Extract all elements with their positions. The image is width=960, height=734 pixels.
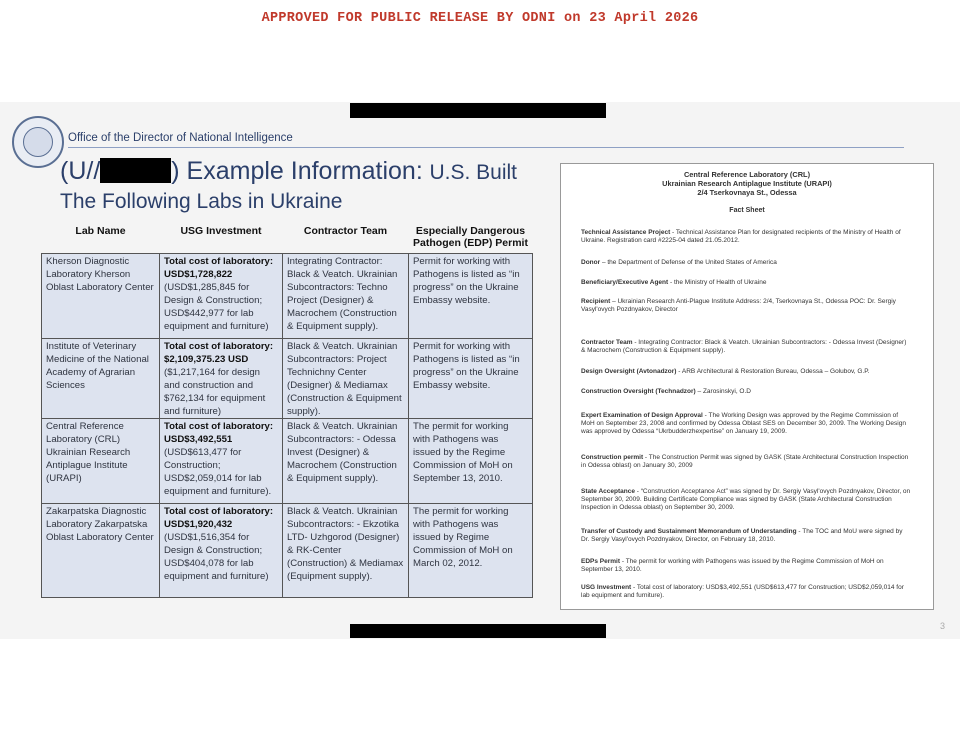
- lab-name-cell: Zakarpatska Diagnostic Laboratory Zakarpatska Oblast Laboratory Center: [42, 504, 160, 598]
- cost-value: USD$1,920,432: [164, 519, 233, 530]
- fact-item: State Acceptance - “Construction Acceptance Act” was signed by Dr. Sergiy Vasyl'ovych Pozdnyakov, Director, on September 30, 2009. Building Certificate Compliance was signed by GASK (State Architectural Construction Inspection in Odessa oblast) on September 30, 2009.: [581, 488, 911, 512]
- col-header-contractor: Contractor Team: [283, 225, 409, 254]
- col-header-lab: Lab Name: [42, 225, 160, 254]
- table-row: [42, 254, 533, 339]
- page-number: 3: [940, 621, 946, 631]
- investment-cell: [160, 419, 283, 504]
- lab-name-cell: Kherson Diagnostic Laboratory Kherson Oblast Laboratory Center: [42, 254, 160, 339]
- fact-item: Construction Oversight (Technadzor) – Zarosinskyi, O.D: [581, 388, 751, 395]
- fact-item: Beneficiary/Executive Agent - the Ministry of Health of Ukraine: [581, 279, 767, 286]
- permit-cell: The permit for working with Pathogens was issued by the Regime Commission of MoH on September 13, 2010.: [409, 419, 533, 504]
- redaction-bar-bottom: [350, 624, 606, 638]
- cost-value: $2,109,375.23 USD: [164, 354, 249, 365]
- cost-breakdown: (USD$1,516,354 for Design & Construction; USD$404,078 for lab equipment and furniture): [164, 532, 269, 582]
- cost-label: Total cost of laboratory:: [164, 506, 274, 517]
- fact-item: Technical Assistance Project - Technical Assistance Plan for designated recipients of the Ministry of Health of Ukraine. Registration card #2225-04 dated 21.05.2012.: [581, 229, 901, 245]
- lab-name-cell: Central Reference Laboratory (CRL) Ukrainian Research Antiplague Institute (URAPI): [42, 419, 160, 504]
- release-stamp: APPROVED FOR PUBLIC RELEASE BY ODNI on 23 April 2026: [261, 11, 699, 26]
- title-tail: U.S. Built: [429, 161, 517, 184]
- cost-label: Total cost of laboratory:: [164, 256, 274, 267]
- cost-breakdown: ($1,217,164 for design and construction and $762,134 for equipment and furniture): [164, 367, 266, 417]
- header-rule: [68, 147, 904, 148]
- fact-sheet-title-1: Central Reference Laboratory (CRL): [683, 170, 811, 179]
- fact-item: Construction permit - The Construction Permit was signed by GASK (State Architectural Construction Inspection in Odessa oblast) on January 30, 2009: [581, 454, 909, 470]
- fact-sheet-heading: Fact Sheet: [729, 207, 765, 214]
- col-header-investment: USG Investment: [160, 225, 283, 254]
- investment-cell: [160, 254, 283, 339]
- office-label: Office of the Director of National Intelligence: [68, 132, 293, 144]
- slide-title: [60, 157, 517, 216]
- cost-breakdown: (USD$613,477 for Construction; USD$2,059,014 for lab equipment and furniture).: [164, 447, 272, 497]
- fact-item: USG Investment - Total cost of laboratory: USD$3,492,551 (USD$613,477 for Construction; USD$2,059,014 for lab equipment and furniture).: [581, 584, 904, 600]
- table-row: [42, 419, 533, 504]
- fact-item: Design Oversight (Avtonadzor) - ARB Architectural & Restoration Bureau, Odessa – Golubov, G.P.: [581, 368, 870, 375]
- title-main: ) Example Information:: [171, 157, 423, 185]
- cost-label: Total cost of laboratory:: [164, 421, 274, 432]
- cost-label: Total cost of laboratory:: [164, 341, 274, 352]
- contractor-cell: Black & Veatch. Ukrainian Subcontractors: - Ekzotika LTD- Uzhgorod (Designer) & RK-Center (Construction) & Mediamax (Equipment supply).: [283, 504, 409, 598]
- fact-item: Contractor Team - Integrating Contractor: Black & Veatch. Ukrainian Subcontractors: - Odessa Invest (Designer) & Macrochem (Construction & Equipment supply).: [581, 339, 907, 355]
- fact-item: Transfer of Custody and Sustainment Memorandum of Understanding - The TOC and MoU were signed by Dr. Sergiy Vasyl'ovych Pozdnyakov, Director, on February 18, 2010.: [581, 528, 903, 544]
- redaction-bar-top: [350, 103, 606, 118]
- fact-sheet-title-3: 2/4 Tserkovnaya St., Odessa: [697, 188, 797, 197]
- permit-cell: The permit for working with Pathogens was issued by Regime Commission of MoH on March 02, 2012.: [409, 504, 533, 598]
- fact-item: Recipient – Ukrainian Research Anti-Plague Institute Address: 2/4, Tserkovnaya St., Odessa POC: Dr. Sergiy Vasyl'ovych Pozdnyakov, Director: [581, 298, 896, 314]
- labs-table: [41, 225, 533, 598]
- permit-cell: Permit for working with Pathogens is listed as “in progress” on the Ukraine Embassy website.: [409, 254, 533, 339]
- table-row: [42, 504, 533, 598]
- title-prefix: (U//: [60, 157, 101, 185]
- col-header-permit: Especially Dangerous Pathogen (EDP) Permit: [409, 225, 533, 254]
- table-row: [42, 339, 533, 419]
- fact-item: Donor – the Department of Defense of the United States of America: [581, 259, 777, 266]
- lab-name-cell: Institute of Veterinary Medicine of the National Academy of Agrarian Sciences: [42, 339, 160, 419]
- odni-seal-icon: [12, 116, 64, 168]
- cost-value: USD$3,492,551: [164, 434, 233, 445]
- contractor-cell: Black & Veatch. Ukrainian Subcontractors: - Odessa Invest (Designer) & Macrochem (Construction & Equipment supply).: [283, 419, 409, 504]
- cost-value: USD$1,728,822: [164, 269, 233, 280]
- cost-breakdown: (USD$1,285,845 for Design & Construction; USD$442,977 for lab equipment and furniture): [164, 282, 269, 332]
- contractor-cell: Black & Veatch. Ukrainian Subcontractors: Project Technichny Center (Designer) & Mediamax (Construction & Equipment supply).: [283, 339, 409, 419]
- investment-cell: [160, 339, 283, 419]
- fact-sheet-title-2: Ukrainian Research Antiplague Institute (URAPI): [662, 179, 832, 188]
- fact-item: EDPs Permit - The permit for working with Pathogens was issued by the Regime Commission of MoH on September 13, 2010.: [581, 558, 884, 574]
- fact-item: Expert Examination of Design Approval - The Working Design was approved by the Regime Commission of MoH on September 23, 2008 and confirmed by Odessa Oblast SES on December 30, 2009. The Working Design was approved by Odessa “Ukrbudderzhexpertise” on January 19, 2009.: [581, 412, 906, 436]
- investment-cell: [160, 504, 283, 598]
- title-line2: The Following Labs in Ukraine: [60, 190, 343, 213]
- fact-sheet: [560, 163, 934, 610]
- permit-cell: Permit for working with Pathogens is listed as “in progress” on the Ukraine Embassy website.: [409, 339, 533, 419]
- contractor-cell: Integrating Contractor: Black & Veatch. Ukrainian Subcontractors: Techno Project (Designer) & Macrochem (Construction & Equipment supply).: [283, 254, 409, 339]
- title-redaction: [100, 158, 171, 183]
